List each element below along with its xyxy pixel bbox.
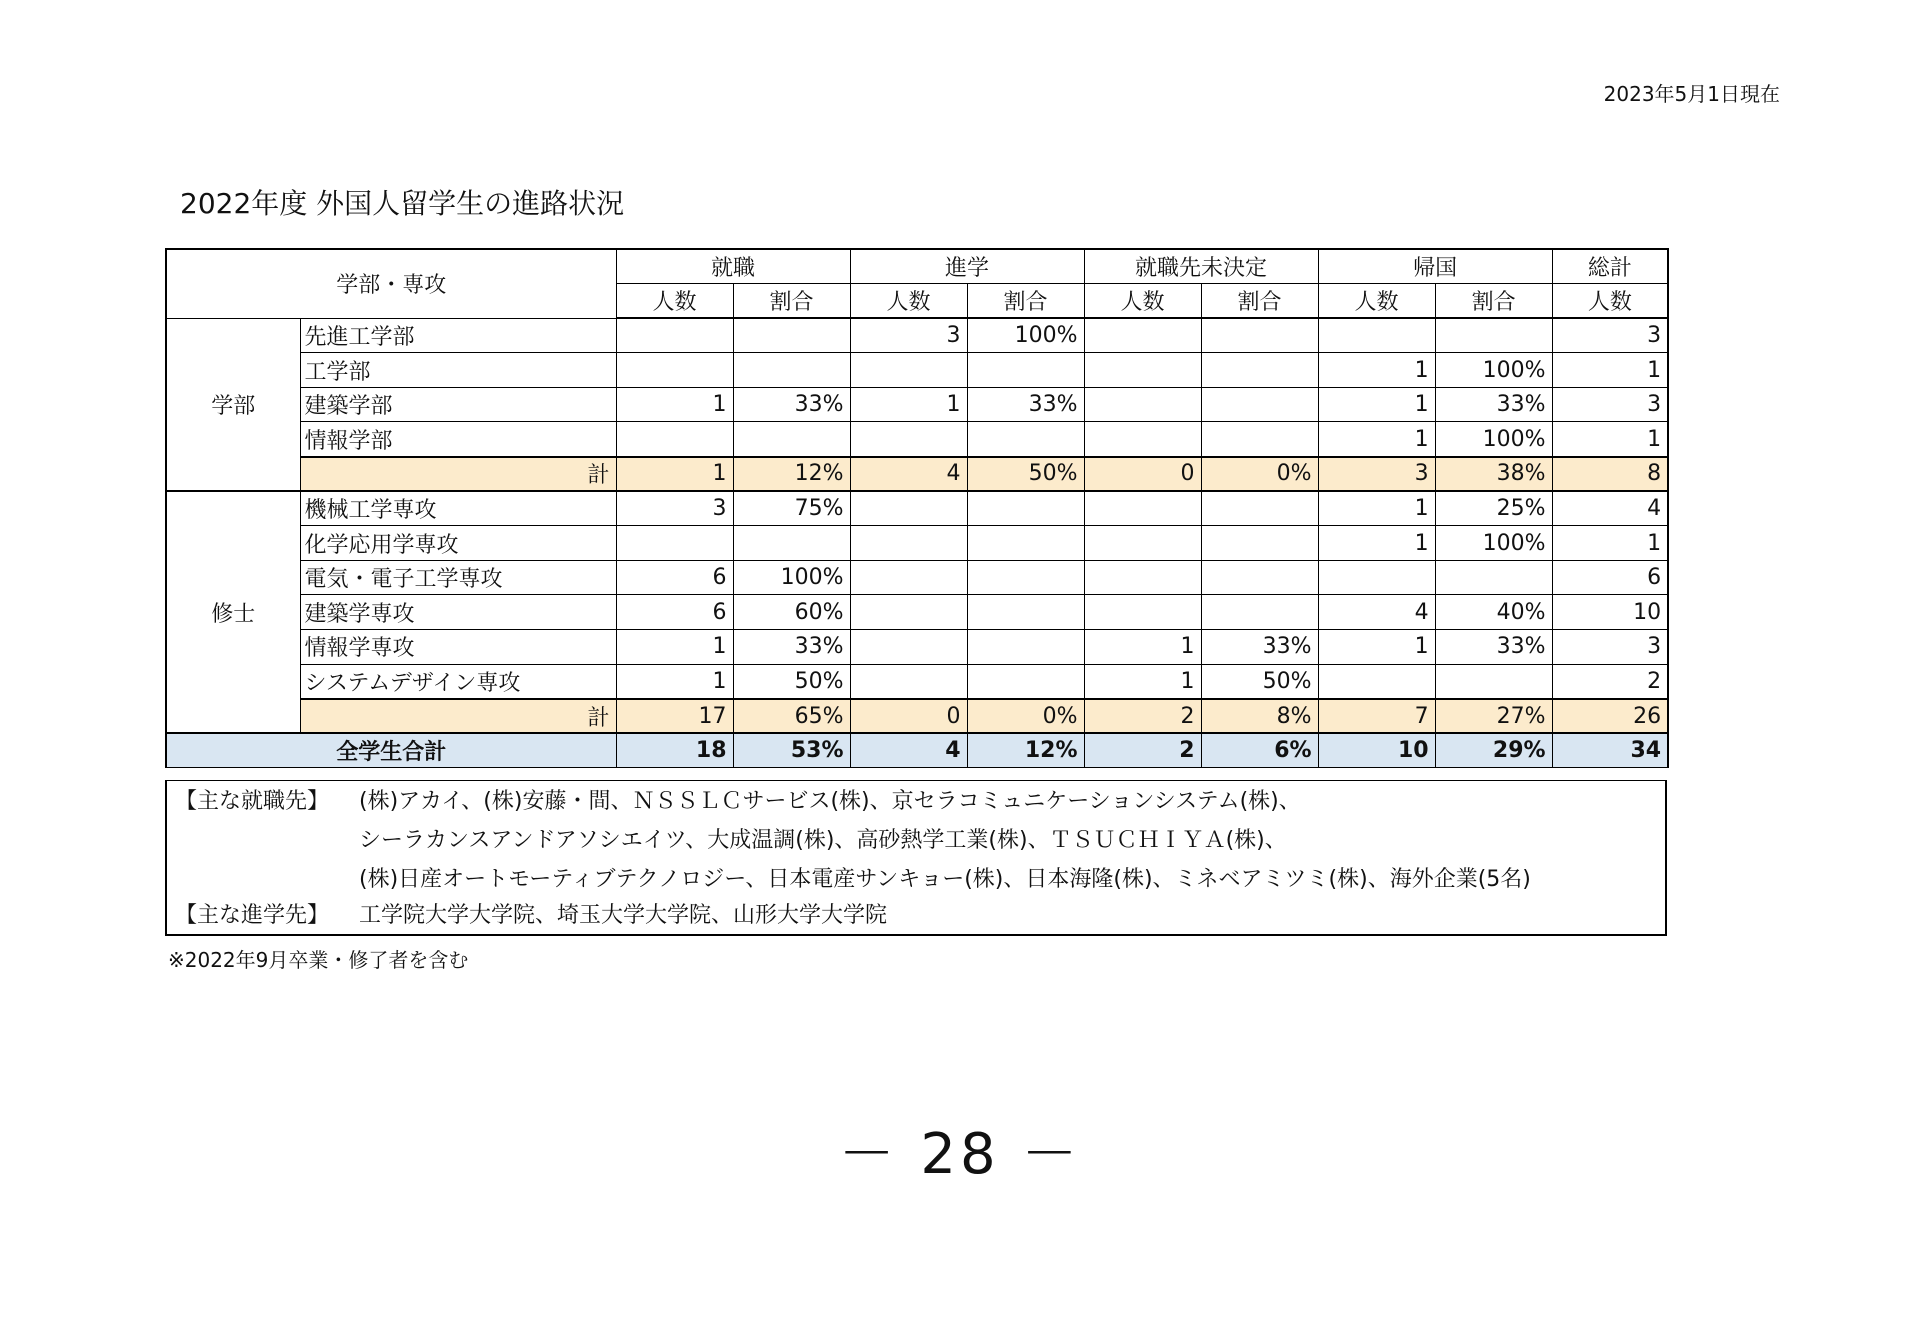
table-cell: 50% bbox=[1201, 664, 1318, 699]
grand-total-cell: 34 bbox=[1552, 733, 1668, 768]
header-subheader: 人数 bbox=[1318, 284, 1435, 319]
row-name: 情報学部 bbox=[300, 422, 616, 457]
table-cell: 100% bbox=[967, 318, 1084, 353]
header-row-groups bbox=[166, 249, 1668, 284]
as-of-date: 2023年5月1日現在 bbox=[1603, 82, 1780, 106]
page-number: － 28 － bbox=[838, 1122, 1082, 1187]
table-cell bbox=[967, 630, 1084, 665]
header-group: 総計 bbox=[1552, 249, 1668, 284]
row-name: システムデザイン専攻 bbox=[300, 664, 616, 699]
table-row bbox=[166, 630, 1668, 665]
table-cell bbox=[850, 664, 967, 699]
grand-total-cell: 6% bbox=[1201, 733, 1318, 768]
table-cell bbox=[850, 560, 967, 595]
note-label-employment: 【主な就職先】 bbox=[175, 789, 330, 814]
table-cell: 1 bbox=[1084, 630, 1201, 665]
subtotal-cell: 3 bbox=[1318, 457, 1435, 492]
table-cell: 1 bbox=[1084, 664, 1201, 699]
subtotal-cell: 38% bbox=[1435, 457, 1552, 492]
table-row bbox=[166, 353, 1668, 388]
table-cell bbox=[733, 318, 850, 353]
row-name: 先進工学部 bbox=[300, 318, 616, 353]
table-cell: 4 bbox=[1552, 491, 1668, 526]
table-cell: 1 bbox=[1318, 422, 1435, 457]
note-text: (株)日産オートモーティブテクノロジー、日本電産サンキョー(株)、日本海隆(株)、ミネベアミツミ(株)、海外企業(5名) bbox=[359, 867, 1531, 892]
table-cell bbox=[850, 491, 967, 526]
table-cell bbox=[1318, 560, 1435, 595]
table-cell: 1 bbox=[1552, 526, 1668, 561]
table-cell: 3 bbox=[1552, 630, 1668, 665]
grand-total-cell: 12% bbox=[967, 733, 1084, 768]
table-cell: 3 bbox=[1552, 318, 1668, 353]
subtotal-cell: 1 bbox=[616, 457, 733, 492]
row-name: 工学部 bbox=[300, 353, 616, 388]
note-label-further-study: 【主な進学先】 bbox=[175, 903, 330, 928]
table-cell bbox=[1201, 491, 1318, 526]
table-cell bbox=[850, 526, 967, 561]
subtotal-cell: 26 bbox=[1552, 699, 1668, 734]
table-cell bbox=[616, 353, 733, 388]
table-cell bbox=[1084, 595, 1201, 630]
header-group: 就職 bbox=[616, 249, 850, 284]
table-cell bbox=[1084, 560, 1201, 595]
table-cell bbox=[733, 353, 850, 388]
grand-total-cell: 2 bbox=[1084, 733, 1201, 768]
grand-total-cell: 10 bbox=[1318, 733, 1435, 768]
table-cell bbox=[1084, 526, 1201, 561]
subtotal-cell: 8% bbox=[1201, 699, 1318, 734]
table-cell: 1 bbox=[1552, 422, 1668, 457]
table-cell bbox=[1435, 318, 1552, 353]
table-cell: 33% bbox=[1435, 630, 1552, 665]
grand-total-row bbox=[166, 733, 1668, 768]
table-cell bbox=[850, 422, 967, 457]
table-row bbox=[166, 318, 1668, 353]
table-cell: 3 bbox=[616, 491, 733, 526]
header-subheader: 人数 bbox=[1084, 284, 1201, 319]
table-cell bbox=[733, 422, 850, 457]
grand-total-cell: 18 bbox=[616, 733, 733, 768]
table-cell: 3 bbox=[1552, 387, 1668, 422]
table-cell bbox=[733, 526, 850, 561]
table-cell: 1 bbox=[616, 630, 733, 665]
table-cell: 1 bbox=[616, 664, 733, 699]
table-cell: 6 bbox=[1552, 560, 1668, 595]
table-row bbox=[166, 664, 1668, 699]
table-cell: 33% bbox=[733, 630, 850, 665]
header-subheader: 人数 bbox=[616, 284, 733, 319]
table-cell bbox=[616, 422, 733, 457]
subtotal-cell: 2 bbox=[1084, 699, 1201, 734]
row-name: 建築学部 bbox=[300, 387, 616, 422]
table-title: 2022年度 外国人留学生の進路状況 bbox=[180, 187, 625, 220]
header-subheader: 割合 bbox=[1435, 284, 1552, 319]
table-cell: 3 bbox=[850, 318, 967, 353]
row-name: 情報学専攻 bbox=[300, 630, 616, 665]
table-cell bbox=[967, 560, 1084, 595]
note-text: (株)アカイ、(株)安藤・間、ＮＳＳＬＣサービス(株)、京セラコミュニケーションシステム(株)、 bbox=[359, 789, 1301, 814]
table-row bbox=[166, 560, 1668, 595]
table-cell: 33% bbox=[1435, 387, 1552, 422]
note-text: 工学院大学大学院、埼玉大学大学院、山形大学大学院 bbox=[359, 903, 888, 928]
footnote: ※2022年9月卒業・修了者を含む bbox=[168, 948, 469, 972]
table-cell bbox=[850, 595, 967, 630]
table-row bbox=[166, 422, 1668, 457]
subtotal-cell: 17 bbox=[616, 699, 733, 734]
table-cell: 1 bbox=[1318, 387, 1435, 422]
table-cell: 1 bbox=[1318, 526, 1435, 561]
career-status-table bbox=[165, 248, 1669, 768]
notes-box bbox=[165, 780, 1667, 936]
table-cell bbox=[1084, 422, 1201, 457]
table-cell: 6 bbox=[616, 595, 733, 630]
table-cell bbox=[1201, 526, 1318, 561]
subtotal-cell: 65% bbox=[733, 699, 850, 734]
table-cell: 40% bbox=[1435, 595, 1552, 630]
table-cell: 33% bbox=[733, 387, 850, 422]
subtotal-row bbox=[166, 699, 1668, 734]
table-cell bbox=[1318, 664, 1435, 699]
table-cell: 1 bbox=[1318, 491, 1435, 526]
header-group: 進学 bbox=[850, 249, 1084, 284]
table-cell bbox=[967, 491, 1084, 526]
table-cell: 50% bbox=[733, 664, 850, 699]
table-cell: 100% bbox=[1435, 422, 1552, 457]
row-name: 建築学専攻 bbox=[300, 595, 616, 630]
table-cell: 1 bbox=[1318, 630, 1435, 665]
subtotal-cell: 7 bbox=[1318, 699, 1435, 734]
table-cell bbox=[850, 630, 967, 665]
table-cell: 100% bbox=[733, 560, 850, 595]
subtotal-cell: 27% bbox=[1435, 699, 1552, 734]
header-group: 帰国 bbox=[1318, 249, 1552, 284]
table-cell: 6 bbox=[616, 560, 733, 595]
table-cell bbox=[967, 664, 1084, 699]
table-cell: 4 bbox=[1318, 595, 1435, 630]
table-cell bbox=[1201, 595, 1318, 630]
table-cell bbox=[967, 422, 1084, 457]
table-cell: 33% bbox=[967, 387, 1084, 422]
table-cell bbox=[1201, 318, 1318, 353]
subtotal-cell: 50% bbox=[967, 457, 1084, 492]
table-cell: 1 bbox=[850, 387, 967, 422]
subtotal-row bbox=[166, 457, 1668, 492]
table-cell bbox=[1201, 560, 1318, 595]
header-group: 就職先未決定 bbox=[1084, 249, 1318, 284]
table-cell bbox=[1084, 318, 1201, 353]
table-row bbox=[166, 526, 1668, 561]
header-subheader: 人数 bbox=[1552, 284, 1668, 319]
table-cell bbox=[967, 353, 1084, 388]
table-cell: 100% bbox=[1435, 526, 1552, 561]
table-cell: 25% bbox=[1435, 491, 1552, 526]
table-cell bbox=[1084, 491, 1201, 526]
subtotal-cell: 0 bbox=[1084, 457, 1201, 492]
header-department: 学部・専攻 bbox=[166, 249, 616, 318]
grand-total-cell: 53% bbox=[733, 733, 850, 768]
table-cell: 1 bbox=[616, 387, 733, 422]
table-cell bbox=[616, 526, 733, 561]
subtotal-cell: 0 bbox=[850, 699, 967, 734]
table-cell bbox=[616, 318, 733, 353]
table-row bbox=[166, 595, 1668, 630]
table-cell bbox=[1201, 353, 1318, 388]
grand-total-cell: 4 bbox=[850, 733, 967, 768]
table-cell bbox=[967, 595, 1084, 630]
row-name: 化学応用学専攻 bbox=[300, 526, 616, 561]
table-cell: 100% bbox=[1435, 353, 1552, 388]
grand-total-label: 全学生合計 bbox=[166, 733, 616, 768]
table-cell: 1 bbox=[1552, 353, 1668, 388]
table-cell: 60% bbox=[733, 595, 850, 630]
table-cell: 1 bbox=[1318, 353, 1435, 388]
table-cell bbox=[1084, 387, 1201, 422]
table-cell: 33% bbox=[1201, 630, 1318, 665]
table-cell: 10 bbox=[1552, 595, 1668, 630]
section-label: 学部 bbox=[166, 318, 300, 491]
header-subheader: 人数 bbox=[850, 284, 967, 319]
table-row bbox=[166, 491, 1668, 526]
note-text: シーラカンスアンドアソシエイツ、大成温調(株)、高砂熱学工業(株)、ＴＳＵＣＨＩＹＡ(株)、 bbox=[359, 828, 1287, 853]
table-cell bbox=[850, 353, 967, 388]
table-cell bbox=[1201, 422, 1318, 457]
grand-total-cell: 29% bbox=[1435, 733, 1552, 768]
header-subheader: 割合 bbox=[1201, 284, 1318, 319]
table-row bbox=[166, 387, 1668, 422]
row-name: 電気・電子工学専攻 bbox=[300, 560, 616, 595]
table-cell bbox=[1318, 318, 1435, 353]
subtotal-label: 計 bbox=[300, 699, 616, 734]
table-cell: 75% bbox=[733, 491, 850, 526]
table-cell: 2 bbox=[1552, 664, 1668, 699]
table-cell bbox=[1201, 387, 1318, 422]
header-subheader: 割合 bbox=[733, 284, 850, 319]
row-name: 機械工学専攻 bbox=[300, 491, 616, 526]
subtotal-label: 計 bbox=[300, 457, 616, 492]
subtotal-cell: 4 bbox=[850, 457, 967, 492]
subtotal-cell: 0% bbox=[967, 699, 1084, 734]
table-cell bbox=[1435, 664, 1552, 699]
table-cell bbox=[1435, 560, 1552, 595]
table-cell bbox=[1084, 353, 1201, 388]
section-label: 修士 bbox=[166, 491, 300, 733]
subtotal-cell: 0% bbox=[1201, 457, 1318, 492]
subtotal-cell: 8 bbox=[1552, 457, 1668, 492]
subtotal-cell: 12% bbox=[733, 457, 850, 492]
header-subheader: 割合 bbox=[967, 284, 1084, 319]
table-cell bbox=[967, 526, 1084, 561]
